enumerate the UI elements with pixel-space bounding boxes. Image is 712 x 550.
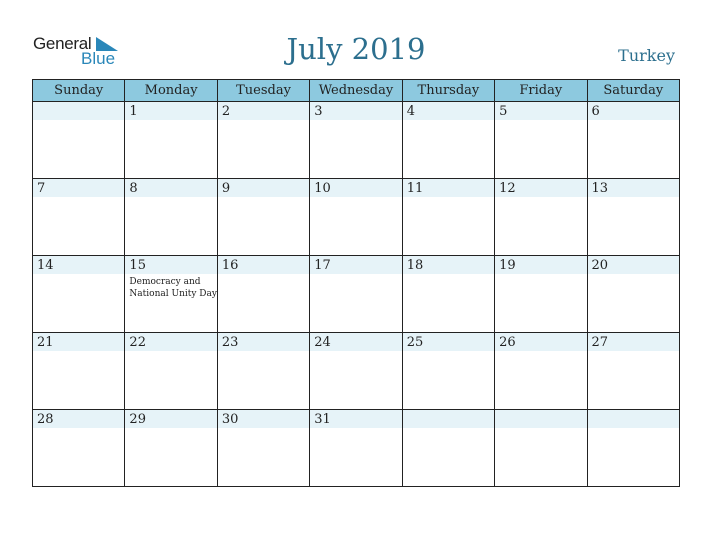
week-row	[33, 179, 680, 256]
day-number-band	[403, 410, 494, 428]
day-number: 5	[499, 104, 508, 119]
day-number: 17	[314, 258, 331, 273]
week-row	[33, 410, 680, 487]
day-number-band	[33, 179, 124, 197]
day-number-band	[125, 102, 216, 120]
day-cell	[217, 333, 309, 410]
day-number-band	[495, 102, 586, 120]
day-cell	[217, 179, 309, 256]
holiday-label: Democracy and National Unity Day	[129, 277, 217, 299]
day-number-band	[125, 179, 216, 197]
day-cell	[495, 333, 587, 410]
day-number-band	[495, 410, 586, 428]
day-cell	[587, 102, 679, 179]
weekday-sunday: Sunday	[33, 80, 125, 102]
day-number: 12	[499, 181, 516, 196]
day-cell	[33, 333, 125, 410]
day-number: 25	[406, 335, 424, 350]
day-cell	[402, 410, 494, 487]
day-number: 8	[129, 181, 138, 196]
day-cell	[495, 179, 587, 256]
day-number: 3	[314, 104, 323, 119]
week-row	[33, 102, 680, 179]
day-number-band	[218, 102, 309, 120]
day-number: 19	[499, 258, 516, 273]
day-number-band	[310, 102, 401, 120]
day-number: 22	[129, 335, 146, 350]
day-number: 7	[37, 181, 46, 196]
day-number: 27	[591, 335, 609, 350]
day-number: 1	[129, 104, 138, 119]
day-cell	[125, 410, 217, 487]
day-cell	[495, 102, 587, 179]
day-cell	[217, 102, 309, 179]
day-cell	[310, 179, 402, 256]
day-cell	[587, 179, 679, 256]
day-cell	[310, 333, 402, 410]
day-cell	[402, 179, 494, 256]
weekday-monday: Monday	[125, 80, 217, 102]
day-cell	[33, 179, 125, 256]
day-number-band	[33, 102, 124, 120]
weekday-header-row	[33, 80, 680, 102]
day-cell	[217, 256, 309, 333]
day-cell	[587, 256, 679, 333]
day-number: 2	[221, 104, 231, 119]
day-number: 15	[129, 258, 146, 273]
day-cell	[310, 410, 402, 487]
day-cell	[125, 179, 217, 256]
day-cell	[33, 410, 125, 487]
weekday-thursday: Thursday	[402, 80, 494, 102]
day-cell	[402, 256, 494, 333]
day-number: 23	[221, 335, 239, 350]
day-number: 28	[37, 412, 54, 427]
day-number: 18	[406, 258, 424, 273]
day-cell	[125, 333, 217, 410]
calendar-title: July 2019	[286, 32, 426, 66]
day-number-band	[218, 179, 309, 197]
weekday-friday: Friday	[495, 80, 587, 102]
day-cell	[125, 256, 217, 333]
weekday-saturday: Saturday	[587, 80, 679, 102]
day-number: 14	[37, 258, 54, 273]
day-cell	[125, 102, 217, 179]
week-row	[33, 333, 680, 410]
calendar-grid	[32, 79, 680, 487]
day-number: 26	[499, 335, 516, 350]
logo-blue-text: Blue	[81, 49, 116, 68]
day-number-band	[588, 102, 679, 120]
day-number: 9	[221, 181, 231, 196]
logo-general-text: General	[33, 34, 92, 53]
day-number: 31	[314, 412, 331, 427]
day-number: 11	[406, 181, 424, 196]
day-cell	[310, 256, 402, 333]
day-number: 24	[314, 335, 331, 350]
day-number: 30	[221, 412, 239, 427]
day-cell	[495, 410, 587, 487]
day-cell	[217, 410, 309, 487]
day-cell	[402, 102, 494, 179]
day-number: 20	[591, 258, 609, 273]
country-label: Turkey	[618, 46, 675, 65]
day-cell	[587, 333, 679, 410]
day-cell	[402, 333, 494, 410]
day-number: 10	[314, 181, 331, 196]
day-number: 21	[37, 335, 54, 350]
day-number: 29	[129, 412, 146, 427]
day-cell	[310, 102, 402, 179]
day-number: 16	[221, 258, 239, 273]
day-cell	[33, 256, 125, 333]
week-row	[33, 256, 680, 333]
day-number: 4	[406, 104, 415, 119]
day-number-band	[588, 410, 679, 428]
day-cell	[495, 256, 587, 333]
day-number: 6	[591, 104, 600, 119]
day-number-band	[403, 102, 494, 120]
day-number: 13	[591, 181, 609, 196]
day-cell	[33, 102, 125, 179]
weekday-wednesday: Wednesday	[310, 80, 402, 102]
day-cell	[587, 410, 679, 487]
weekday-tuesday: Tuesday	[217, 80, 309, 102]
